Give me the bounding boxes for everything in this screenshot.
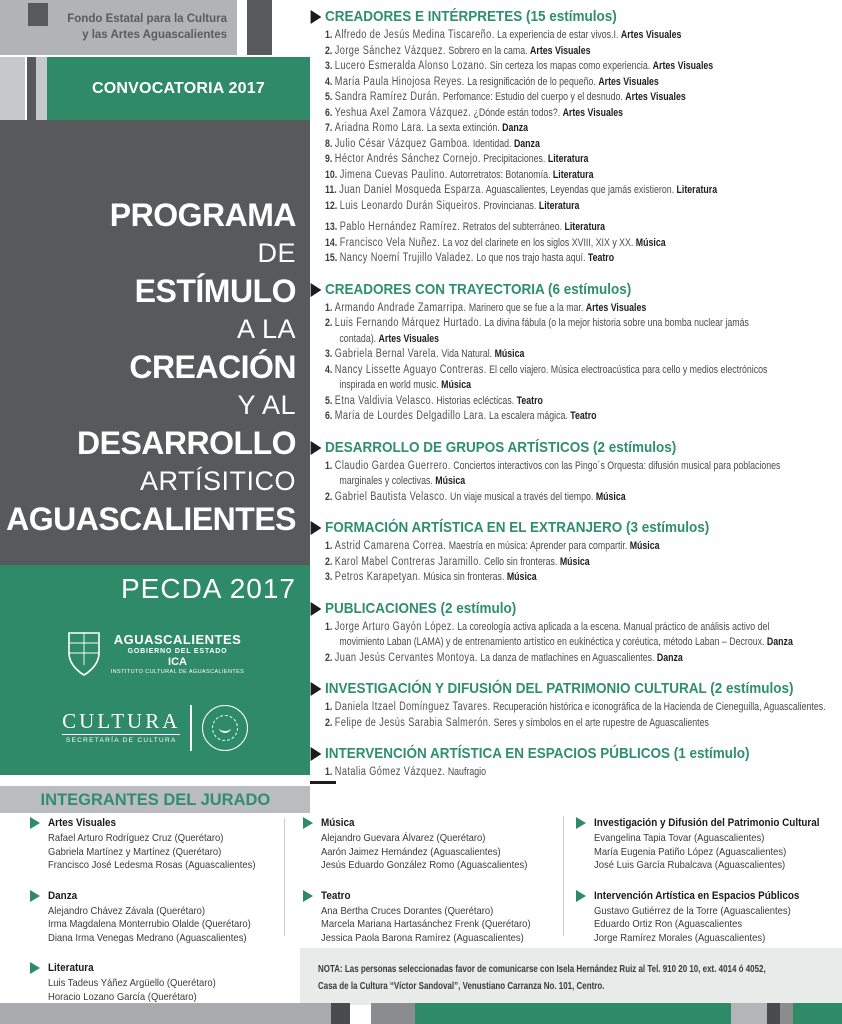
list-item <box>325 620 842 651</box>
award-section <box>325 519 842 586</box>
list-item <box>325 137 842 153</box>
entry-line <box>325 236 739 252</box>
entry-discipline: Música <box>635 236 666 249</box>
entry-number: 2. <box>325 555 333 568</box>
footer-strip-segment <box>793 1003 842 1024</box>
entry-name: Francisco Vela Nuñez. <box>339 236 441 249</box>
jury-group <box>303 889 561 946</box>
entry-discipline: Teatro <box>516 394 543 407</box>
jury-member: José Luis García Rubalcava (Aguascalientes) <box>594 859 786 871</box>
jury-group <box>30 889 286 946</box>
entry-name: Jimena Cuevas Paulino. <box>339 168 448 181</box>
list-item <box>325 44 842 60</box>
title-line: PROGRAMA <box>109 197 296 233</box>
entry-project: Precipitaciones. <box>483 153 546 165</box>
entry-line <box>325 474 739 490</box>
entry-name: Jorge Arturo Gayón López. <box>334 620 455 633</box>
entry-name: Héctor Andrés Sánchez Cornejo. <box>334 153 481 165</box>
entry-name: Karol Mabel Contreras Jaramillo. <box>334 555 482 568</box>
entry-project: Recuperación histórica e iconográfica de la Hacienda de Cieneguilla, Aguascalientes. <box>492 701 826 713</box>
list-item <box>325 183 842 199</box>
entry-number: 1. <box>325 620 333 633</box>
entry-project: La sexta extinción. <box>426 122 500 134</box>
entry-line <box>325 555 739 571</box>
entry-discipline: Artes Visuales <box>585 301 647 314</box>
entry-name: Lucero Esmeralda Alonso Lozano. <box>334 60 488 72</box>
entry-name: Nancy Lissette Aguayo Contreras. <box>334 363 487 376</box>
jury-member: Gustavo Gutiérrez de la Torre (Aguascalientes) <box>594 904 791 917</box>
jury-group <box>576 816 838 873</box>
entry-name: Luis Leonardo Durán Siqueiros. <box>339 199 482 212</box>
ica-sub1: GOBIERNO DEL ESTADO <box>127 647 228 655</box>
list-item <box>325 199 842 215</box>
list-item <box>325 28 842 44</box>
list-item <box>325 301 842 317</box>
entry-name: Luis Fernando Márquez Hurtado. <box>334 317 482 329</box>
entry-number: 13. <box>325 221 338 233</box>
section-header: DESARROLLO DE GRUPOS ARTÍSTICOS (2 estímulos) <box>325 439 790 456</box>
award-section <box>325 281 842 425</box>
entry-project: Lo que nos trajo hasta aquí. <box>476 252 586 264</box>
entry-discipline: Música <box>435 475 466 487</box>
list-item <box>325 236 842 252</box>
entry-project: Identidad. <box>472 137 512 150</box>
title-line: Y AL <box>237 390 296 420</box>
entry-name: Yeshua Axel Zamora Vázquez. <box>334 106 472 119</box>
jury-category: Investigación y Difusión del Patrimonio Cultural <box>594 817 820 829</box>
award-section <box>325 745 842 781</box>
list-item <box>325 409 842 425</box>
entry-line <box>325 539 739 555</box>
entry-discipline: Música <box>629 540 660 552</box>
jury-member: Francisco José Ledesma Rosas (Aguascalientes) <box>48 859 256 871</box>
entry-number: 14. <box>325 236 338 249</box>
entry-number: 11. <box>325 184 337 196</box>
jury-member: María Eugenia Patiño López (Aguascalientes) <box>594 845 787 858</box>
ica-text <box>111 633 245 676</box>
entry-discipline: Literatura <box>552 168 594 181</box>
entry-number: 6. <box>325 106 333 119</box>
entry-name: Claudio Gardea Guerrero. <box>334 459 451 472</box>
entry-discipline: Literatura <box>676 184 718 196</box>
entry-discipline: Música <box>559 555 590 568</box>
pecda-block <box>0 565 310 775</box>
entry-project: Perfomance: Estudio del cuerpo y el desnudo. <box>442 91 623 103</box>
entry-number: 7. <box>325 122 333 134</box>
entry-line <box>325 59 739 75</box>
jury-member: Alejandro Guevara Álvarez (Querétaro) <box>321 832 486 844</box>
list-item <box>325 459 842 490</box>
jury-member: Evangelina Tapia Tovar (Aguascalientes) <box>594 832 765 844</box>
entry-project: Aguascalientes, Leyendas que jamás existieron. <box>485 184 675 196</box>
entry-number: 12. <box>325 199 338 212</box>
entry-discipline: Artes Visuales <box>625 91 686 103</box>
list-item <box>325 394 842 410</box>
jury-group <box>576 889 838 946</box>
eagle-seal-icon <box>202 705 248 751</box>
entry-number: 3. <box>325 60 333 72</box>
jury-divider <box>284 818 285 936</box>
entry-project-continued: inspirada en world music. <box>339 379 439 391</box>
triangle-icon <box>30 817 40 829</box>
triangle-icon <box>303 817 313 829</box>
jury-member: Alejandro Chávez Závala (Querétaro) <box>48 904 206 917</box>
jury-category: Danza <box>48 889 78 902</box>
jury-column-1 <box>30 816 286 1024</box>
entry-project: Autorretratos: Botanomía. <box>449 168 551 181</box>
award-section <box>325 600 842 667</box>
section-header: INTERVENCIÓN ARTÍSTICA EN ESPACIOS PÚBLICOS (1 estímulo) <box>325 745 790 762</box>
jury-member: Gabriela Martínez y Martínez (Querétaro) <box>48 845 222 858</box>
entry-line <box>325 332 739 348</box>
entry-discipline: Literatura <box>547 153 589 165</box>
entry-project: La resignificación de lo pequeño. <box>467 75 596 88</box>
section-header: PUBLICACIONES (2 estímulo) <box>325 600 790 617</box>
entry-name: Sandra Ramírez Durán. <box>334 91 441 103</box>
entry-name: Ariadna Romo Lara. <box>334 122 425 134</box>
jury-member: Jesús Eduardo González Romo (Aguascalientes) <box>321 859 528 871</box>
entry-name: Natalia Gómez Vázquez. <box>334 766 446 778</box>
entry-project-continued: contada). <box>339 332 377 345</box>
entry-name: María de Lourdes Delgadillo Lara. <box>334 410 487 422</box>
title-line: ARTÍSITICO <box>139 466 296 496</box>
entry-line <box>325 199 739 215</box>
title-line: A LA <box>236 314 296 344</box>
entry-discipline: Música <box>494 348 525 360</box>
entry-discipline: Teatro <box>587 252 615 264</box>
entry-line <box>325 316 749 332</box>
list-item <box>325 570 842 586</box>
entry-discipline: Música <box>441 379 471 391</box>
entry-project: ¿Dónde están todos?. <box>473 106 561 119</box>
entry-line <box>325 152 739 168</box>
list-item <box>325 251 842 267</box>
entry-number: 15. <box>325 252 338 264</box>
logo-divider <box>190 705 192 751</box>
entry-number: 5. <box>325 91 333 103</box>
entry-line <box>325 28 739 44</box>
jury-member: Horacio Lozano García (Querétaro) <box>48 990 197 1003</box>
fondo-line2: y las Artes Aguascalientes <box>82 29 227 41</box>
footer-strip-segment <box>780 1003 793 1024</box>
entry-name: Gabriela Bernal Varela. <box>334 348 439 360</box>
triangle-icon <box>30 890 40 902</box>
list-item <box>325 363 842 394</box>
entry-discipline: Teatro <box>570 410 597 422</box>
entry-line <box>325 635 793 651</box>
entry-number: 2. <box>325 490 333 503</box>
entry-discipline: Artes Visuales <box>652 60 714 72</box>
entry-project: El cello viajero. Música electroacústica para cello y medios electrónicos <box>489 363 768 376</box>
entry-number: 1. <box>325 766 333 778</box>
entry-line <box>325 490 739 506</box>
entry-line <box>325 620 770 636</box>
entry-discipline: Artes Visuales <box>598 75 659 88</box>
jury-member: Luis Tadeus Yáñez Argüello (Querétaro) <box>48 977 216 989</box>
decor-block-b <box>27 57 36 120</box>
entry-number: 2. <box>325 317 333 329</box>
entry-number: 1. <box>325 301 333 314</box>
entry-name: Astrid Camarena Correa. <box>334 540 447 552</box>
cultura-wordmark: CULTURA <box>62 709 181 733</box>
title-line: DESARROLLO <box>77 425 296 461</box>
list-item <box>325 651 842 667</box>
entry-line <box>325 347 739 363</box>
jury-title-bar <box>0 786 310 813</box>
section-header: CREADORES E INTÉRPRETES (15 estímulos) <box>325 8 790 25</box>
entry-line <box>325 765 739 781</box>
entry-name: Juan Daniel Mosqueda Esparza. <box>339 184 484 196</box>
crest-icon <box>66 631 102 677</box>
entry-line <box>325 137 739 153</box>
jury-member: Rafael Arturo Rodríguez Cruz (Querétaro) <box>48 832 224 844</box>
entry-line <box>325 363 768 379</box>
entry-number: 4. <box>325 363 333 376</box>
ica-sub2: ICA <box>168 655 187 668</box>
entry-line <box>325 700 826 716</box>
entry-discipline: Danza <box>656 651 683 664</box>
award-sections <box>325 8 842 795</box>
list-item <box>325 121 842 137</box>
triangle-icon <box>576 890 586 902</box>
entry-number: 4. <box>325 75 333 88</box>
jury-member: Marcela Mariana Hartasánchez Frenk (Querétaro) <box>321 918 531 930</box>
entry-name: Daniela Itzael Domínguez Tavares. <box>334 701 491 713</box>
list-item <box>325 490 842 506</box>
entry-name: Juan Jesús Cervantes Montoya. <box>334 651 478 664</box>
decor-block-a <box>0 57 25 120</box>
pecda-label: PECDA 2017 <box>121 573 296 604</box>
jury-column-3 <box>576 816 838 961</box>
title-line: AGUASCALIENTES <box>6 501 296 537</box>
list-item <box>325 555 842 571</box>
entry-project: La voz del clarinete en los siglos XVIII, XIX y XX. <box>442 236 634 249</box>
entry-discipline: Artes Visuales <box>378 332 440 345</box>
entry-project: La divina fábula (o la mejor historia sobre una bomba nuclear jamás <box>484 317 749 329</box>
footer-strip-segment <box>731 1003 767 1024</box>
entry-number: 1. <box>325 459 333 472</box>
ica-name: AGUASCALIENTES <box>113 631 242 647</box>
entry-number: 1. <box>325 540 333 552</box>
list-item <box>325 347 842 363</box>
entry-discipline: Literatura <box>538 199 580 212</box>
triangle-icon <box>576 817 586 829</box>
entry-project: Conciertos interactivos con las Pingo´s Orquesta: difusión musical para poblaciones <box>453 459 781 472</box>
jury-title: INTEGRANTES DEL JURADO <box>40 789 270 809</box>
entry-project: Marinero que se fue a la mar. <box>468 301 584 314</box>
entry-line <box>325 121 739 137</box>
convocatoria-bar <box>47 57 310 120</box>
footer-strip-segment <box>331 1003 350 1024</box>
entry-discipline: Artes Visuales <box>530 44 591 57</box>
list-item <box>325 716 842 732</box>
entry-name: Gabriel Bautista Velasco. <box>334 490 448 503</box>
jury-member: Irma Magdalena Monterrubio Olalde (Querétaro) <box>48 918 251 930</box>
entry-name: Pablo Hernández Ramírez. <box>339 221 461 233</box>
entry-discipline: Danza <box>513 137 540 150</box>
jury-category: Artes Visuales <box>48 817 117 829</box>
jury-group <box>30 816 286 873</box>
entry-name: Alfredo de Jesús Medina Tiscareño. <box>334 29 495 41</box>
nota-line1: NOTA: Las personas seleccionadas favor de comunicarse con Isela Hernández Ruiz al Tel. 910 20 10, ext. 4014 ó 4052, <box>318 963 766 975</box>
list-item <box>325 220 842 236</box>
entry-line <box>325 220 739 236</box>
entry-name: Felipe de Jesús Sarabia Salmerón. <box>334 716 492 729</box>
list-item <box>325 700 842 716</box>
jury-member: Jessica Paola Barona Ramírez (Aguascalientes) <box>321 931 524 944</box>
entry-number: 8. <box>325 137 333 150</box>
jury-category: Literatura <box>48 962 94 974</box>
award-section <box>325 680 842 731</box>
footer-strip-segment <box>0 1003 331 1024</box>
entry-project: Retratos del subterráneo. <box>462 221 563 233</box>
footer-strip-segment <box>767 1003 780 1024</box>
jury-member: Diana Irma Venegas Medrano (Aguascalientes) <box>48 931 247 944</box>
entry-project: Sin certeza los mapas como experiencia. <box>489 60 651 72</box>
entry-number: 2. <box>325 44 333 57</box>
jury-divider <box>563 816 564 936</box>
nota-panel <box>300 948 842 1005</box>
jury-member: Jorge Ramírez Morales (Aguascalientes) <box>594 931 766 944</box>
entry-line <box>325 301 739 317</box>
entry-number: 9. <box>325 153 333 165</box>
footer-strip-segment <box>415 1003 731 1024</box>
entry-line <box>325 90 739 106</box>
list-item <box>325 152 842 168</box>
entry-line <box>325 459 781 475</box>
entry-number: 10. <box>325 168 338 181</box>
entry-discipline: Música <box>595 490 626 503</box>
list-item <box>325 75 842 91</box>
entry-project: Sobrero en la cama. <box>448 44 528 57</box>
section-header: FORMACIÓN ARTÍSTICA EN EL EXTRANJERO (3 estímulos) <box>325 519 790 536</box>
entry-project: Historias eclécticas. <box>436 394 515 407</box>
entry-name: Julio César Vázquez Gamboa. <box>334 137 471 150</box>
entry-discipline: Danza <box>766 636 793 648</box>
footer-strip-segment <box>371 1003 415 1024</box>
list-item <box>325 106 842 122</box>
entry-project: Música sin fronteras. <box>423 571 505 583</box>
entry-number: 3. <box>325 571 333 583</box>
entry-line <box>325 106 739 122</box>
entry-name: Armando Andrade Zamarripa. <box>334 301 467 314</box>
entry-line <box>325 378 739 394</box>
decor-stripe <box>247 0 272 55</box>
entry-project: Naufragio <box>447 766 486 778</box>
title-line: DE <box>257 238 296 268</box>
program-title-block <box>0 120 310 565</box>
cultura-logo <box>0 705 310 751</box>
entry-name: Etna Valdivia Velasco. <box>334 394 434 407</box>
jury-column-2 <box>303 816 561 961</box>
entry-line <box>325 44 739 60</box>
title-line: CREACIÓN <box>129 349 296 385</box>
entry-project-continued: movimiento Laban (LAMA) y de entrenamiento artístico en eukinéctica y coréutica, método Laban – Decroux. <box>339 636 765 648</box>
entry-name: Jorge Sánchez Vázquez. <box>334 44 446 57</box>
decor-block-c <box>36 57 47 120</box>
triangle-icon <box>303 890 313 902</box>
entry-number: 2. <box>325 651 333 664</box>
entry-line <box>325 75 739 91</box>
entry-line <box>325 251 739 267</box>
entry-discipline: Literatura <box>564 221 606 233</box>
entry-discipline: Música <box>506 571 537 583</box>
entry-line <box>325 570 739 586</box>
entry-line <box>325 168 739 184</box>
list-item <box>325 90 842 106</box>
entry-line <box>325 716 739 732</box>
entry-project: Vida Natural. <box>441 348 493 360</box>
entry-line <box>325 651 739 667</box>
jury-category: Intervención Artística en Espacios Públicos <box>594 889 800 902</box>
entry-project: La escalera mágica. <box>489 410 568 422</box>
entry-name: Nancy Noemí Trujillo Valadez. <box>339 252 474 264</box>
entry-discipline: Artes Visuales <box>620 29 682 41</box>
cultura-sub: SECRETARÍA DE CULTURA <box>65 737 177 744</box>
list-item <box>325 765 842 781</box>
entry-discipline: Artes Visuales <box>562 106 624 119</box>
entry-project: Un viaje musical a través del tiempo. <box>450 490 594 503</box>
section-header: CREADORES CON TRAYECTORIA (6 estímulos) <box>325 281 790 298</box>
entry-number: 6. <box>325 410 333 422</box>
entry-name: María Paula Hinojosa Reyes. <box>334 75 465 88</box>
entry-project: Provincianas. <box>483 199 537 212</box>
ica-logo <box>0 631 310 677</box>
entry-project: Maestría en música: Aprender para compartir. <box>448 540 628 552</box>
entry-project: La coreología activa aplicada a la escena. Manual práctico de análisis activo del <box>457 620 770 633</box>
jury-member: Ana Bertha Cruces Dorantes (Querétaro) <box>321 904 494 917</box>
jury-category: Teatro <box>321 889 351 902</box>
decor-square <box>28 3 48 26</box>
list-item <box>325 316 842 347</box>
entry-number: 1. <box>325 701 333 713</box>
entry-project-continued: marginales y colectivas. <box>339 475 433 487</box>
entry-line <box>325 183 739 199</box>
entry-line <box>325 394 739 410</box>
title-line: ESTÍMULO <box>134 273 296 309</box>
ica-sub3: INSTITUTO CULTURAL DE AGUASCALIENTES <box>110 668 245 675</box>
fondo-line1: Fondo Estatal para la Cultura <box>67 13 227 25</box>
entry-discipline: Danza <box>502 122 529 134</box>
list-item <box>325 539 842 555</box>
triangle-icon <box>30 962 40 974</box>
entry-number: 3. <box>325 348 333 360</box>
section-header: INVESTIGACIÓN Y DIFUSIÓN DEL PATRIMONIO CULTURAL (2 estímulos) <box>325 680 794 697</box>
entry-number: 1. <box>325 29 333 41</box>
nota-line2: Casa de la Cultura “Víctor Sandoval”, Venustiano Carranza No. 101, Centro. <box>318 980 605 992</box>
entry-number: 2. <box>325 716 333 729</box>
jury-group <box>303 816 561 873</box>
entry-project: Cello sin fronteras. <box>484 555 558 568</box>
entry-name: Petros Karapetyan. <box>334 571 421 583</box>
entry-number: 5. <box>325 394 333 407</box>
list-item <box>325 59 842 75</box>
convocatoria-label: CONVOCATORIA 2017 <box>92 79 265 97</box>
entry-project: La danza de matlachines en Aguascalientes. <box>480 651 655 664</box>
cultura-text <box>62 710 180 746</box>
award-section <box>325 8 842 267</box>
jury-category: Música <box>321 817 355 829</box>
list-item <box>325 168 842 184</box>
entry-project: La experiencia de estar vivos.I. <box>497 29 619 41</box>
jury-member: Eduardo Ortiz Ron (Aguascalientes <box>594 918 743 930</box>
award-section <box>325 439 842 506</box>
jury-member: Aarón Jaimez Hernández (Aguascalientes) <box>321 845 501 858</box>
entry-project: Seres y símbolos en el arte rupestre de Aguascalientes <box>493 716 709 729</box>
entry-line <box>325 409 739 425</box>
